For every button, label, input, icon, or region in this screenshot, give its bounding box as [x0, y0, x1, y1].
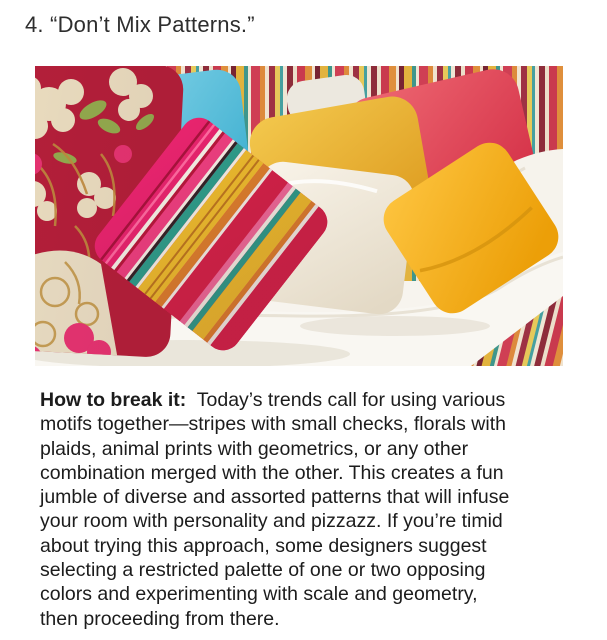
- paragraph-line: your room with personality and pizzazz. If you’re timid: [40, 510, 503, 533]
- paragraph-line: combination merged with the other. This creates a fun: [40, 461, 504, 484]
- paragraph-line: motifs together—stripes with small checks, florals with: [40, 413, 506, 436]
- paragraph-line: plaids, animal prints with geometrics, or any other: [40, 437, 469, 460]
- body-paragraph: [40, 388, 585, 631]
- paragraph-line: jumble of diverse and assorted patterns that will infuse: [40, 486, 510, 509]
- paragraph-line: about trying this approach, some designers suggest: [40, 534, 487, 557]
- paragraph-line: then proceeding from there.: [40, 607, 280, 630]
- section-heading: 4. “Don’t Mix Patterns.”: [25, 12, 255, 37]
- paragraph-line: colors and experimenting with scale and geometry,: [40, 583, 478, 606]
- paragraph-line: selecting a restricted palette of one or two opposing: [40, 559, 486, 582]
- pillows-photo: [35, 66, 563, 366]
- paragraph-line: How to break it: Today’s trends call for using various: [40, 389, 506, 411]
- pillows-illustration: [35, 66, 563, 366]
